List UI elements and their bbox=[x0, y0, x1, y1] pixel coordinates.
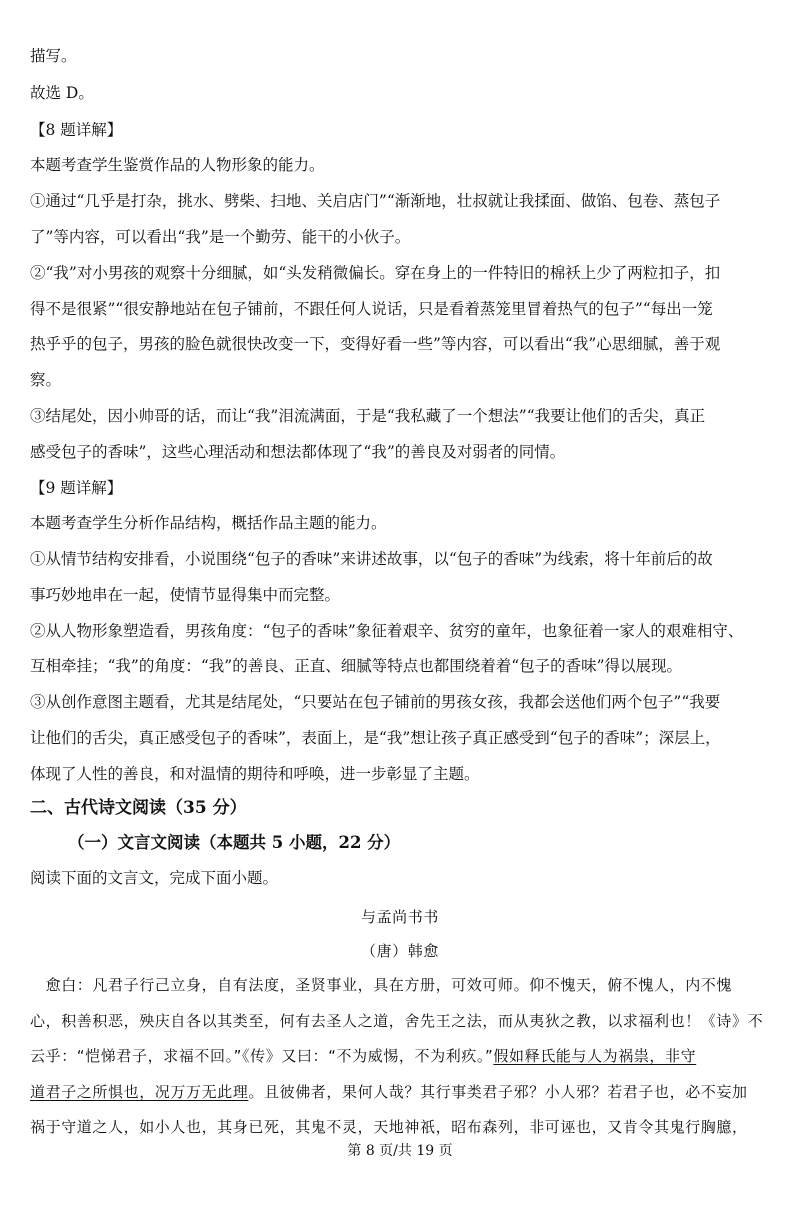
section-title: 二、古代诗文阅读（35 分） bbox=[30, 798, 247, 818]
passage-line-3 bbox=[30, 1046, 775, 1066]
answer-line-2: 故选 D。 bbox=[30, 84, 94, 102]
passage-author: （唐）韩愈 bbox=[360, 942, 439, 960]
passage-line-1: 愈白：凡君子行己立身，自有法度，圣贤事业，具在方册，可效可师。仰不愧天，俯不愧人，内不愧 bbox=[30, 976, 733, 994]
q9-line-6: 让他们的舌尖，真正感受包子的香味”，表面上，是“我”想让孩子真正感受到“包子的香味”；深层上， bbox=[30, 729, 721, 747]
q9-line-5: ③从创作意图主题看，尤其是结尾处，“只要站在包子铺前的男孩女孩，我都会送他们两个包子”“我要 bbox=[30, 693, 721, 711]
q8-heading: 【8 题详解】 bbox=[30, 121, 123, 139]
passage-line-3-text: 云乎：“恺悌君子，求福不回。”《传》又曰：“不为威惕，不为利疚。” bbox=[30, 1047, 494, 1065]
q9-line-2: 事巧妙地串在一起，使情节显得集中而完整。 bbox=[30, 586, 341, 604]
page-footer: 第 8 页/共 19 页 bbox=[347, 1143, 453, 1159]
passage-line-4-text: 。且彼佛者，果何人哉？其行事类君子邪？小人邪？若君子也，必不妄加 bbox=[248, 1083, 748, 1101]
passage-underlined-sentence-part-1: 假如释氏能与人为祸祟，非守 bbox=[493, 1047, 697, 1065]
q8-line-2: 了”等内容，可以看出“我”是一个勤劳、能干的小伙子。 bbox=[30, 228, 411, 246]
q9-line-1: ①从情节结构安排看，小说围绕“包子的香味”来讲述故事，以“包子的香味”为线索，将十年前后的故 bbox=[30, 550, 713, 568]
answer-line-1: 描写。 bbox=[30, 47, 77, 65]
q8-line-1: ①通过“几乎是打杂，挑水、劈柴、扫地、关启店门”“渐渐地，壮叔就让我揉面、做馅、包卷、蒸包子 bbox=[30, 192, 721, 210]
passage-title: 与孟尚书书 bbox=[360, 908, 439, 926]
subsection-title: （一）文言文阅读（本题共 5 小题，22 分） bbox=[68, 833, 401, 852]
q9-line-7: 体现了人性的善良，和对温情的期待和呼唤，进一步彰显了主题。 bbox=[30, 765, 480, 783]
q9-heading: 【9 题详解】 bbox=[30, 479, 123, 497]
q8-line-3: ②“我”对小男孩的观察十分细腻，如“头发稍微偏长。穿在身上的一件特旧的棉袄上少了两粒扣子，扣 bbox=[30, 264, 721, 282]
passage-line-4 bbox=[30, 1082, 775, 1102]
q8-line-7: ③结尾处，因小帅哥的话，而让“我”泪流满面，于是“我私藏了一个想法”“我要让他们的舌尖，真正 bbox=[30, 407, 706, 425]
q8-intro: 本题考查学生鉴赏作品的人物形象的能力。 bbox=[30, 156, 325, 174]
q9-line-4: 互相牵挂；“我”的角度：“我”的善良、正直、细腻等特点也都围绕着着“包子的香味”得以展现。 bbox=[30, 657, 683, 675]
q8-line-8: 感受包子的香味”，这些心理活动和想法都体现了“我”的善良及对弱者的同情。 bbox=[30, 443, 566, 461]
q8-line-4: 得不是很紧”“很安静地站在包子铺前，不跟任何人说话，只是看着蒸笼里冒着热气的包子”“每出一笼 bbox=[30, 300, 713, 318]
q9-line-3: ②从人物形象塑造看，男孩角度：“包子的香味”象征着艰辛、贫穷的童年，也象征着一家人的艰难相守、 bbox=[30, 622, 744, 640]
reading-instruction: 阅读下面的文言文，完成下面小题。 bbox=[30, 869, 279, 887]
q8-line-6: 察。 bbox=[30, 371, 62, 389]
passage-underlined-sentence-part-2: 道君子之所惧也，况万万无此理 bbox=[30, 1083, 249, 1101]
q8-line-5: 热乎乎的包子，男孩的脸色就很快改变一下，变得好看一些”等内容，可以看出“我”心思细腻，善于观 bbox=[30, 335, 721, 353]
passage-line-2: 心，积善积恶，殃庆自各以其类至，何有去圣人之道，舍先王之法，而从夷狄之教，以求福利也！《诗》不 bbox=[30, 1012, 764, 1030]
passage-line-5: 祸于守道之人，如小人也，其身已死，其鬼不灵，天地神祇，昭布森列，非可诬也，又肯令其鬼行胸臆， bbox=[30, 1118, 748, 1136]
q9-intro: 本题考查学生分析作品结构，概括作品主题的能力。 bbox=[30, 514, 387, 532]
